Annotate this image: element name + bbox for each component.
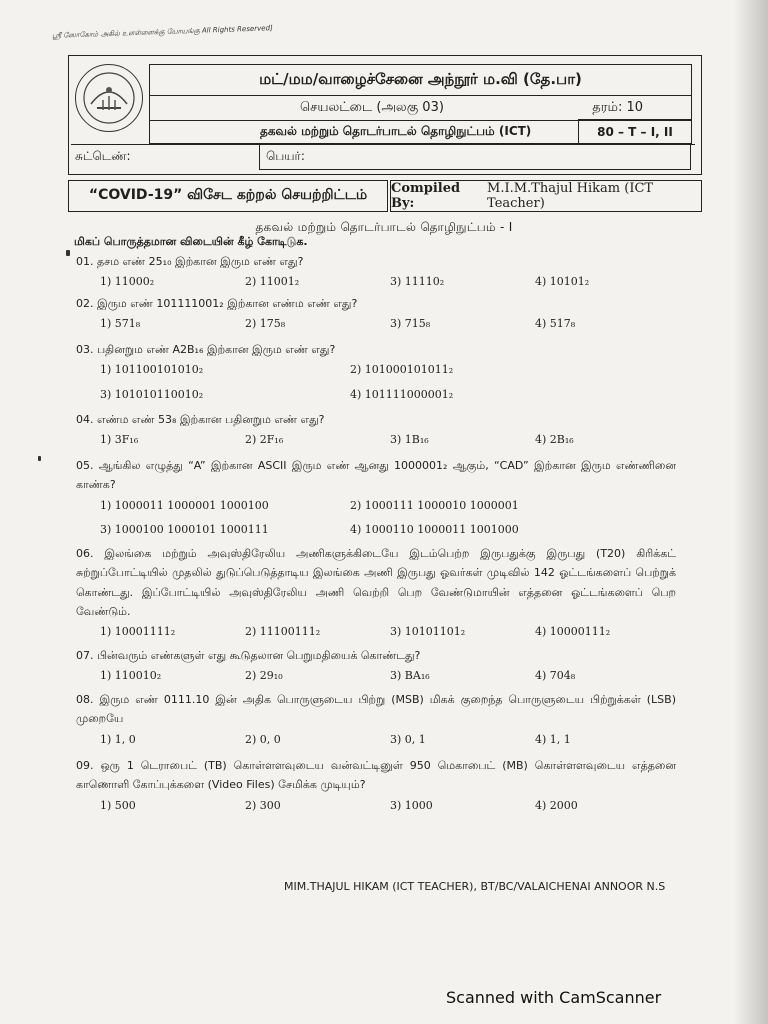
question-number: 04. (76, 413, 94, 426)
question-body: இரும எண் 0111.10 இன் அதிக பொருளுடைய பிற்று (MSB) மிகக் குறைந்த பொருளுடைய பிற்றுக்கள் (LSB) முறையே (76, 693, 676, 726)
option-4[interactable]: 4) 10000111₂ (535, 625, 611, 638)
option-1[interactable]: 1) 571₈ (100, 317, 141, 331)
question-number: 01. (76, 255, 94, 268)
question-body: பின்வரும் எண்களுள் எது கூடுதலான பெறுமதியைக் கொண்டது? (97, 649, 421, 662)
school-crest-icon (81, 70, 137, 126)
instruction-text: மிகப் பொருத்தமான விடையின் கீழ் கோடிடுக. (74, 235, 308, 248)
option-3[interactable]: 3) 715₈ (390, 317, 431, 331)
question-text (76, 252, 676, 271)
question-8 (76, 690, 676, 749)
name-label: பெயர்: (266, 149, 305, 163)
options-row (76, 314, 680, 333)
option-1[interactable]: 1) 1, 0 (100, 732, 136, 746)
paper-code: 80 – T – I, II (578, 119, 691, 144)
option-1[interactable]: 1) 500 (100, 798, 136, 812)
option-3[interactable]: 3) BA₁₆ (390, 669, 430, 683)
option-1[interactable]: 1) 11000₂ (100, 275, 155, 289)
question-text (76, 340, 676, 359)
options-row (76, 730, 680, 749)
question-number: 03. (76, 343, 94, 356)
subject-title: தகவல் மற்றும் தொடர்பாடல் தொழிநுட்பம் (ICT) (260, 124, 532, 138)
option-2[interactable]: 2) 0, 0 (245, 732, 281, 746)
question-text (76, 756, 676, 795)
copyright-line: ஸ்ரீ ஸோகோம் அகில் உளள்ளைக்கு யோயங்கு All Rights Reserved] (51, 24, 273, 40)
question-body: தசம எண் 25₁₀ இற்கான இரும எண் எது? (97, 255, 304, 268)
question-text (76, 544, 676, 621)
compiled-by-name: M.I.M.Thajul Hikam (ICT Teacher) (487, 181, 654, 211)
option-2[interactable]: 2) 300 (245, 798, 281, 812)
option-2[interactable]: 2) 11100111₂ (245, 625, 321, 638)
question-6 (76, 544, 676, 641)
question-number: 09. (76, 759, 94, 772)
options-row (76, 666, 680, 685)
option-2[interactable]: 2) 101000101011₂ (350, 363, 454, 377)
question-number: 06. (76, 547, 94, 560)
question-text (76, 456, 676, 495)
option-4[interactable]: 4) 704₈ (535, 669, 576, 683)
footer-credit: MIM.THAJUL HIKAM (ICT TEACHER), BT/BC/VALAICHENAI ANNOOR N.S (284, 880, 666, 893)
scan-speck (38, 456, 41, 461)
option-4[interactable]: 4) 10101₂ (535, 275, 590, 289)
covid-program-box: “COVID-19” விசேட கற்றல் செயற்றிட்டம் (68, 180, 388, 212)
name-field[interactable] (259, 145, 691, 170)
question-body: இலங்கை மற்றும் அவுஸ்திரேலிய அணிகளுக்கிடையே இடம்பெற்ற இருபதுக்கு இருபது (T20) கிரிக்கட் சுற்றுப்போட்டியில் முதலில் துடுப்பெடுத்தாடிய இலங்கை அணி இருபது ஓவர்கள் முடிவில் 142 ஓட்டங்களைப் பெற்றுக் கொண்டது. இப்போட்டியில் அவுஸ்திரேலிய அணி வெற்றி பெற வேண்டுமாயின் எத்தனை ஓட்டங்களைப் பெற வேண்டும். (76, 547, 677, 618)
options-row (76, 796, 680, 815)
option-3[interactable]: 3) 1000100 1000101 1000111 (100, 522, 269, 536)
option-4[interactable]: 4) 2B₁₆ (535, 433, 574, 447)
question-body: ஆங்கில எழுத்து “A” இற்கான ASCII இரும எண் ஆனது 1000001₂ ஆகும், “CAD” இற்கான இரும எண்ணினை காண்க? (76, 459, 676, 492)
option-1[interactable]: 1) 101100101010₂ (100, 363, 204, 377)
question-9 (76, 756, 676, 815)
option-4[interactable]: 4) 101111000001₂ (350, 387, 454, 401)
question-5 (76, 456, 676, 539)
question-3 (76, 340, 676, 404)
option-3[interactable]: 3) 0, 1 (390, 732, 426, 746)
option-1[interactable]: 1) 10001111₂ (100, 625, 176, 638)
question-body: இரும எண் 101111001₂ இற்கான எண்ம எண் எது? (97, 297, 358, 310)
option-2[interactable]: 2) 175₈ (245, 317, 286, 331)
question-body: எண்ம எண் 53₈ இற்கான பதினறும எண் எது? (97, 413, 325, 426)
option-2[interactable]: 2) 2F₁₆ (245, 433, 284, 447)
question-text (76, 690, 676, 729)
question-2 (76, 294, 676, 334)
option-1[interactable]: 1) 3F₁₆ (100, 433, 139, 447)
scan-speck (66, 250, 70, 256)
option-3[interactable]: 3) 1000 (390, 798, 433, 812)
option-2[interactable]: 2) 1000111 1000010 1000001 (350, 498, 519, 512)
worksheet-title: செயலட்டை (அலகு 03) (300, 100, 444, 115)
student-info-row (71, 144, 695, 169)
option-1[interactable]: 1) 110010₂ (100, 669, 162, 683)
question-text (76, 410, 676, 429)
grade-label: தரம்: 10 (592, 100, 643, 115)
option-3[interactable]: 3) 10101101₂ (390, 625, 466, 638)
question-number: 08. (76, 693, 94, 706)
school-name: மட்/மம/வாழைச்சேனை அந்நூர் ம.வி (தே.பா) (149, 64, 692, 96)
page-edge-shadow (734, 0, 768, 1024)
school-logo (75, 64, 143, 132)
compiled-by-label: Compiled By: (391, 181, 461, 211)
options-row (76, 272, 680, 291)
option-3[interactable]: 3) 11110₂ (390, 275, 445, 289)
options-row (76, 430, 680, 449)
option-2[interactable]: 2) 29₁₀ (245, 669, 283, 683)
option-4[interactable]: 4) 1, 1 (535, 732, 571, 746)
option-4[interactable]: 4) 2000 (535, 798, 578, 812)
index-number-label: சுட்டெண்: (75, 149, 131, 163)
option-4[interactable]: 4) 1000110 1000011 1001000 (350, 522, 519, 536)
question-body: ஒரு 1 டெராபைட் (TB) கொள்ளளவுடைய வன்வட்டினுள் 950 மெகாபைட் (MB) கொள்ளளவுடைய எத்தனை காணொளி கோப்புக்களை (Video Files) சேமிக்க முடியும்? (76, 759, 676, 792)
option-1[interactable]: 1) 1000011 1000001 1000100 (100, 498, 269, 512)
subject-row (149, 120, 692, 144)
exam-header (68, 55, 702, 175)
question-number: 05. (76, 459, 94, 472)
option-4[interactable]: 4) 517₈ (535, 317, 576, 331)
question-number: 02. (76, 297, 94, 310)
question-4 (76, 410, 676, 450)
worksheet-row (149, 94, 692, 122)
options-row (76, 622, 680, 641)
question-text (76, 646, 676, 665)
question-text (76, 294, 676, 313)
option-3[interactable]: 3) 1B₁₆ (390, 433, 429, 447)
question-7 (76, 646, 676, 686)
options-grid (76, 360, 620, 404)
question-body: பதினறும எண் A2B₁₆ இற்கான இரும எண் எது? (97, 343, 336, 356)
section-title: தகவல் மற்றும் தொடர்பாடல் தொழிநுட்பம் - I (255, 220, 513, 234)
option-3[interactable]: 3) 101010110010₂ (100, 387, 204, 401)
option-2[interactable]: 2) 11001₂ (245, 275, 300, 289)
scanner-watermark: Scanned with CamScanner (446, 988, 662, 1007)
question-1 (76, 252, 676, 292)
question-number: 07. (76, 649, 94, 662)
compiled-by-box (390, 180, 702, 212)
options-grid (76, 496, 620, 540)
